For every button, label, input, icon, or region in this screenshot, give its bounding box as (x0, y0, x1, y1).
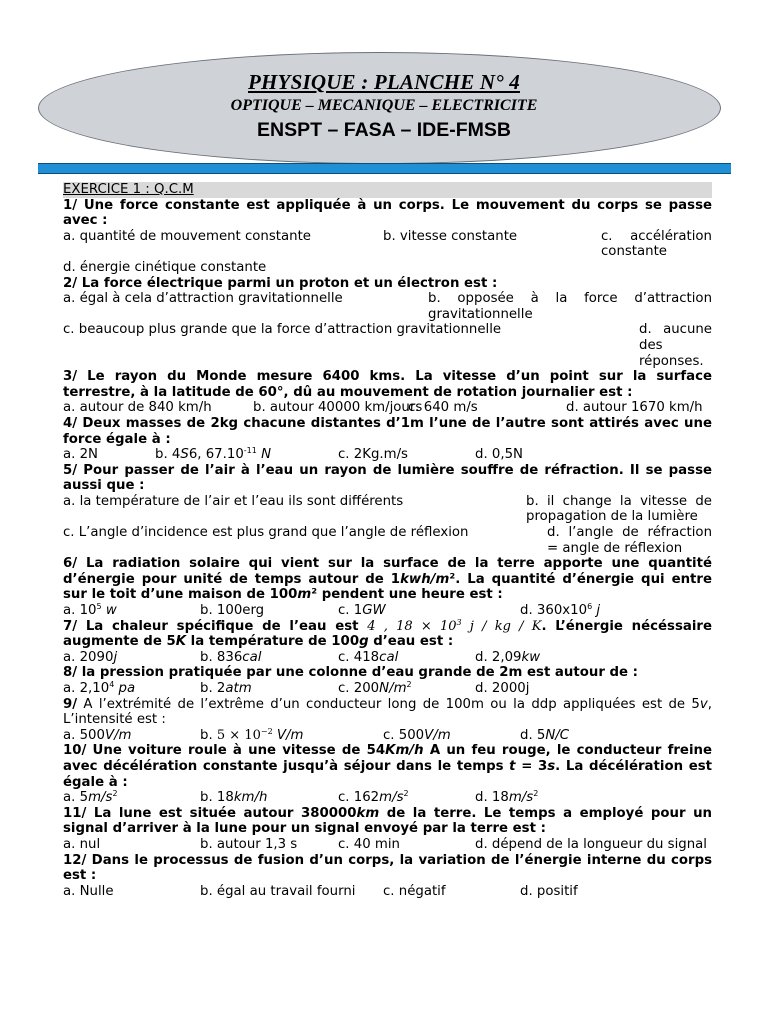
answer-option: b. 836cal (200, 649, 262, 665)
answer-option: a. 2,10$^4$ pa (63, 680, 136, 696)
answers-row (63, 494, 712, 510)
answer-option: d. 2000j (475, 681, 530, 696)
answer-option: d. 2,09kw (475, 649, 541, 665)
answer-option: b. vitesse constante (383, 228, 518, 244)
answer-option: a. autour de 840 km/h (63, 400, 212, 416)
answer-option: d. $18m/s^2$ (475, 789, 539, 806)
answer-option: c. L’angle d’incidence est plus grand que l’angle de réflexion (63, 525, 469, 541)
answer-option: a. quantité de mouvement constante (63, 228, 311, 244)
answer-option: a. nul (63, 836, 101, 852)
answers-row (63, 681, 712, 697)
answers-row (63, 400, 712, 416)
answer-option: b. 100erg (200, 603, 265, 619)
formula: 4 , $18 \times 10^3$ j / kg / K (367, 617, 542, 634)
answer-option: a. $10^5$ w (63, 602, 117, 619)
answers-row (63, 525, 712, 541)
answer-option: c. 1GW (338, 603, 386, 619)
question-1: 1/ Une force constante est appliquée à un corps. Le mouvement du corps se passe avec : (63, 197, 712, 229)
answer-option: a. 500V/m (63, 727, 132, 743)
answer-option: a. la température de l’air et l’eau ils sont différents (63, 493, 404, 509)
answer-option: c. 640 m/s (408, 400, 478, 416)
answers-row (63, 447, 712, 463)
answer-option: d. $360x10^6$ j (520, 602, 601, 619)
question-7: 7/ La chaleur spécifique de l’eau est 4 , $18 \times 10^3$ j / kg / K. L’énergie nécéssaire augmente de 5K la température de 100g d’eau est : (63, 617, 712, 650)
answer-option: c. 40 min (338, 836, 400, 852)
answer-option: c. négatif (383, 883, 446, 899)
answer-option: d. positif (520, 883, 578, 899)
answer-option: c. 418cal (338, 649, 399, 665)
question-2: 2/ La force électrique parmi un proton et un électron est : (63, 275, 498, 291)
question-10: 10/ Une voiture roule à une vitesse de 54Km/h A un feu rouge, le conducteur freine avec décélération constante jusqu’à séjour dans le temps t = 3s. La décélération est égale à : (63, 743, 712, 790)
question-12: 12/ Dans le processus de fusion d’un corps, la variation de l’énergie interne du corps est : (63, 852, 712, 884)
answer-option: b. il change la vitesse de propagation de la lumière (526, 493, 712, 525)
answer-option: b. $5 \times 10^{-2}$ V/m (200, 726, 304, 743)
answer-option: b. 18km/h (200, 790, 268, 806)
answer-option: b. 4S6, $67.10^{-11}$ N (155, 446, 272, 463)
header-divider (38, 163, 731, 174)
question-3: 3/ Le rayon du Monde mesure 6400 kms. La vitesse d’un point sur la surface terrestre, à la latitude de 60°, dû au mouvement de rotation journalier est : (63, 369, 712, 400)
question-6: 6/ La radiation solaire qui vient sur la surface de la terre apporte une quantité d’énergie pour unité de temps autour de 1kwh/m². La quantité d’énergie qui entre sur le toit d’une maison de 100m² pendent une heure est : (63, 556, 712, 603)
answer-option: c. accélération constante (601, 228, 712, 260)
answer-option: c. 500V/m (383, 727, 451, 743)
exercise-heading: EXERCICE 1 : Q.C.M (63, 182, 712, 198)
answer-option: b. autour 1,3 s (200, 836, 298, 852)
answers-row (63, 291, 712, 307)
question-8: 8/ la pression pratiquée par une colonne d’eau grande de 2m est autour de : (63, 665, 638, 681)
question-4: 4/ Deux masses de 2kg chacune distantes d’1m l’une de l’autre sont attirés avec une force égale à : (63, 415, 712, 447)
question-5: 5/ Pour passer de l’air à l’eau un rayon de lumière souffre de réfraction. Il se passe aussi que : (63, 462, 712, 494)
answer-option: c. beaucoup plus grande que la force d’attraction gravitationnelle (63, 322, 502, 338)
answer-option: a. 2N (63, 447, 99, 463)
formula: $5 \times 10^{-2}$ (216, 726, 273, 743)
answers-row (63, 603, 712, 619)
answers-row (63, 728, 712, 744)
question-9: 9/ A l’extrémité de l’extrême d’un conducteur long de 100m ou la ddp appliquées est de 5v, L’intensité est : (63, 696, 712, 728)
answer-option: c. $200N/m^2$ (338, 680, 412, 696)
answer-option: d. autour 1670 km/h (566, 400, 703, 416)
answer-option: b. 2atm (200, 681, 252, 696)
answer-option: d. 5N/C (520, 727, 570, 743)
answer-option: d. énergie cinétique constante (63, 259, 267, 275)
answers-row (63, 790, 712, 806)
answers-row (63, 884, 712, 900)
answer-option: a. $5m/s^2$ (63, 789, 118, 806)
answer-option: d. l’angle de réfraction = angle de réflexion (547, 525, 712, 556)
page-subtitle: OPTIQUE – MECANIQUE – ELECTRICITE (230, 97, 538, 114)
page-title: PHYSIQUE : PLANCHE N° 4 (247, 70, 520, 94)
answers-row (63, 650, 712, 666)
answer-option: b. égal au travail fourni (200, 883, 356, 899)
answer-option: a. Nulle (63, 883, 114, 899)
school-list: ENSPT – FASA – IDE-FMSB (257, 119, 511, 141)
answer-option: d. 0,5N (475, 447, 523, 463)
answer-option: b. autour 40000 km/jours (253, 400, 423, 416)
exercise-body (63, 182, 712, 899)
question-11: 11/ La lune est située autour 380000km de la terre. Le temps a employé pour un signal d’arriver à la lune pour un signal envoyé par la terre est : (63, 805, 713, 837)
answers-row (63, 837, 712, 853)
answer-option: d. aucune des réponses. (639, 322, 712, 369)
answer-option: d. dépend de la longueur du signal (475, 836, 708, 852)
answer-option: b. opposée à la force d’attraction gravitationnelle (428, 291, 712, 322)
answer-option: c. 2Kg.m/s (338, 447, 408, 463)
answer-option: c. $162m/s^2$ (338, 789, 409, 806)
answer-option: a. 2090j (63, 649, 118, 665)
answer-option: a. égal à cela d’attraction gravitationnelle (63, 291, 343, 307)
answers-row (63, 322, 712, 338)
